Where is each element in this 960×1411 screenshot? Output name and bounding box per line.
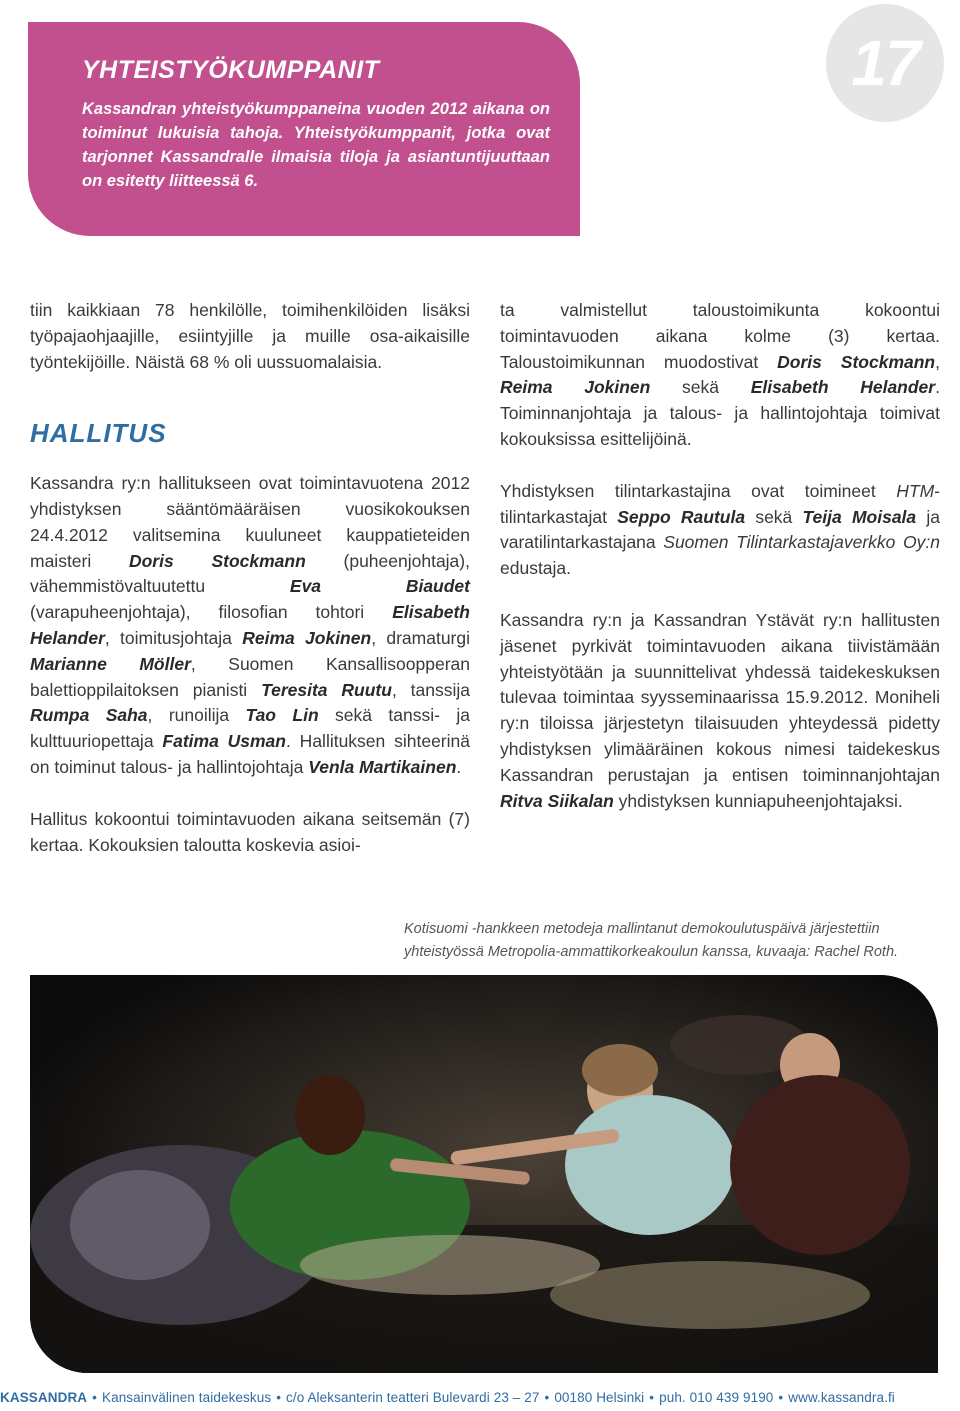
meetings-paragraph: Hallitus kokoontui toimintavuoden aikana seitsemän (7) kertaa. Kokouksien taloutta koskevia asioi- (30, 808, 470, 855)
caption-line: Kotisuomi -hankkeen metodeja mallintanut demokoulutuspäivä järjestettiin (404, 921, 880, 937)
italic-run: HTM (896, 480, 935, 501)
text-run: ta valmistellut taloustoimikunta kokoontui toimintavuoden aikana kolme (3) kertaa. Taloustoimikunnan muodostivat (500, 300, 940, 372)
board-paragraph (30, 471, 470, 781)
footer-item: Kansainvälinen taidekeskus (101, 1390, 272, 1405)
text-run: (varapuheenjohtaja), filosofian tohtori (30, 602, 393, 623)
intro-banner (28, 22, 580, 236)
person-name: Doris Stockmann (128, 550, 306, 571)
text-run: Kassandra ry:n hallitukseen ovat toimintavuotena 2012 yhdistyksen sääntömääräisen vuosikokouksen 24.4.2012 valitsemina kuuluneet kauppatieteiden maisteri (30, 473, 470, 571)
banner-text: Kassandran yhteistyökumppaneina vuoden 2012 aikana on toiminut lukuisia tahoja. Yhteistyökumppanit, jotka ovat tarjonnet Kassandralle ilmaisia tiloja ja asiantuntijuuttaan on esitetty liitteessä 6. (82, 100, 550, 190)
person-name: Marianne Möller (30, 653, 191, 674)
text-run: Yhdistyksen tilintarkastajina ovat toimineet (500, 480, 897, 501)
cooperation-paragraph (500, 608, 940, 814)
footer-address: c/o Aleksanterin teatteri Bulevardi 23 – 27 (286, 1390, 540, 1405)
text-run: , toimitusjohtaja (104, 627, 243, 648)
text-run: sekä tanssi- ja kulttuuriopettaja (30, 705, 470, 752)
text-run: (puheenjohtaja), vähemmistövaltuutettu (30, 550, 470, 597)
person-name: Venla Martikainen (308, 756, 457, 777)
banner-title: YHTEISTYÖKUMPPANIT (82, 56, 380, 84)
text-run: , tanssija (391, 679, 470, 700)
text-run: . (456, 756, 462, 777)
person-name: Reima Jokinen (500, 377, 651, 398)
text-run: , dramaturgi (371, 627, 470, 648)
person-name: Elisabeth Helander (30, 602, 470, 648)
person-name: Tao Lin (245, 705, 319, 726)
person-name: Doris Stockmann (777, 351, 936, 372)
organization-name: Suomen Tilintarkastajaverkko Oy:n (663, 532, 940, 553)
photo-illustration (30, 975, 938, 1373)
person-name: Elisabeth Helander (750, 377, 936, 398)
text-run: . Hallituksen sihteerinä on toiminut talous- ja hallintojohtaja (30, 731, 470, 777)
text-run: . Toiminnanjohtaja ja talous- ja hallintojohtaja toimivat kokouksissa esittelijöinä. (500, 377, 940, 449)
person-name: Seppo Rautula (617, 506, 746, 527)
caption-line: yhteistyössä Metropolia-ammattikorkeakoulun kanssa, kuvaaja: Rachel Roth. (404, 944, 899, 960)
page-footer (0, 1390, 960, 1405)
person-name: Fatima Usman (162, 731, 286, 752)
text-run: , runoilija (147, 705, 246, 726)
text-run: yhdistyksen kunniapuheenjohtajaksi. (613, 790, 903, 811)
text-run: , Suomen Kansallisoopperan balettioppilaitoksen pianisti (30, 653, 470, 700)
person-name: Teija Moisala (802, 506, 917, 527)
text-run: ja varatilintarkastajana (500, 506, 940, 553)
footer-city: 00180 Helsinki (554, 1390, 645, 1405)
person-name: Ritva Siikalan (500, 790, 614, 811)
text-run: , (935, 351, 940, 372)
text-run: edustaja. (500, 558, 572, 579)
page-number: 17 (826, 4, 944, 122)
separator-dot-icon: • (649, 1390, 655, 1405)
separator-dot-icon: • (276, 1390, 282, 1405)
person-name: Rumpa Saha (30, 705, 148, 726)
person-name: Eva Biaudet (289, 576, 470, 597)
text-run: sekä (650, 377, 751, 398)
text-run: sekä (745, 506, 803, 527)
photo-caption (404, 918, 944, 964)
left-column (30, 298, 470, 884)
footer-brand: KASSANDRA (0, 1390, 88, 1405)
footer-website-link[interactable]: www.kassandra.fi (788, 1390, 895, 1405)
finance-committee-paragraph (500, 298, 940, 453)
right-column (500, 298, 940, 840)
auditors-paragraph (500, 479, 940, 582)
separator-dot-icon: • (92, 1390, 97, 1405)
person-name: Teresita Ruutu (261, 679, 392, 700)
separator-dot-icon: • (778, 1390, 784, 1405)
text-run: Kassandra ry:n ja Kassandran Ystävät ry:n hallitusten jäsenet pyrkivät toimintavuoden aikana tiivistämään yhteistyötään ja suunnittelivat yhdessä taidekeskuksen tulevaa toimintaa syysseminaarissa 15.9.2012. Moniheli ry:n tiloissa järjestetyn tilaisuuden yhteydessä pidetty yhdistyksen ylimääräinen kokous nimesi taidekeskus Kassandran perustajan ja entisen toiminnanjohtajan (500, 609, 940, 785)
separator-dot-icon: • (544, 1390, 550, 1405)
text-run: -tilintarkastajat (500, 480, 940, 527)
footer-phone: puh. 010 439 9190 (659, 1390, 774, 1405)
workshop-photo (30, 975, 938, 1373)
intro-paragraph: tiin kaikkiaan 78 henkilölle, toimihenkilöiden lisäksi työpajaohjaajille, esiintyjille ja muille osa-aikaisille työntekijöille. Näistä 68 % oli uussuomalaisia. (30, 300, 470, 372)
section-heading-hallitus: HALLITUS (30, 418, 167, 449)
person-name: Reima Jokinen (242, 627, 372, 648)
